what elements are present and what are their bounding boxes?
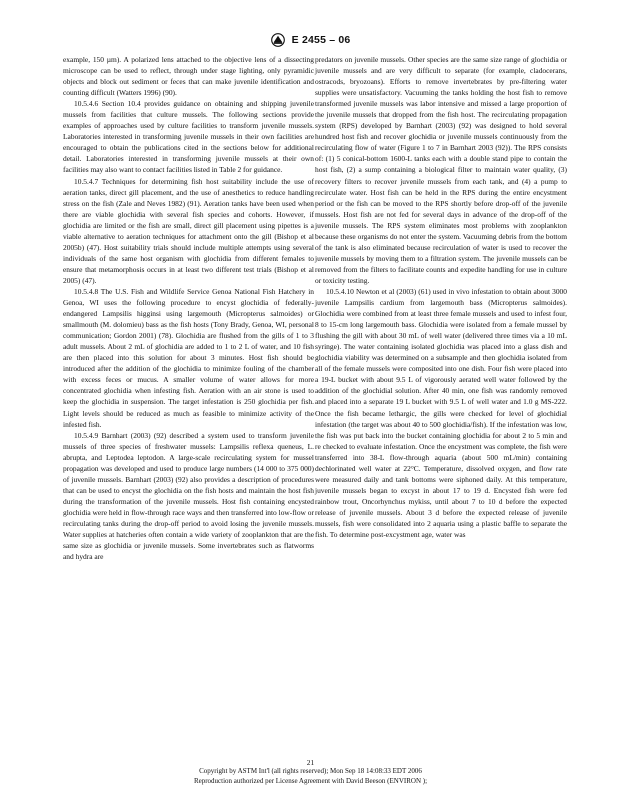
right-column (315, 54, 567, 540)
copyright-line: Copyright by ASTM Int'l (all rights reserved); Mon Sep 18 14:08:33 EDT 2006 (199, 767, 422, 775)
copyright-footer (0, 767, 621, 786)
standard-designation: E 2455 – 06 (291, 33, 351, 46)
paragraph: 10.5.4.9 Barnhart (2003) (92) described a system used to transform juvenile mussels of three species of freshwater mussels: Lampsilis reflexa queneus, L. abrupta, and Leptodea leptodon. A large-scale recirculating system for mussel propagation was developed and used to produce large numbers (14 000 to 375 000) of juvenile mussels. Barnhart (2003) (92) also provides a description of procedures that can be used to encyst the glochidia on the fish hosts and maintain the host fish during the transformation of the juvenile mussels. Host fish containing encysted glochidia were held in flow-through race ways and then transferred into low-flow or recirculating tanks during the drop-off period to avoid losing the juvenile mussels. Water supplies at hatcheries often contain a wide variety of zooplankton that are the same size as glochidia or juvenile mussels. Some invertebrates such as flatworms and hydra are (63, 430, 314, 562)
paragraph: predators on juvenile mussels. Other species are the same size range of glochidia or juvenile mussels and are very difficult to separate (for example, cladocerans, ostracods, bryozoans). Efforts to remove invertebrates by pre-filtering water supplies were unsatisfactory. Vacuuming the tanks holding the host fish to remove transformed juvenile mussels was labor intensive and missed a large proportion of the juvenile mussels that dropped from the fish host. The recirculating propagation system (RPS) developed by Barnhart (2003) (92) was designed to hold several hundred host fish and recover glochidia or juvenile mussels continuously from the recirculating flow of water (Figure 1 to 7 in Barnhart 2003 (92)). The RPS consists of: (1) 5 conical-bottom 1600-L tanks each with a double stand pipe to contain the host fish, (2) a sump containing a biological filter to maintain water quality, (3) recovery filters to recover juvenile mussels from each tank, and (4) a pump to recirculate water. Host fish can be held in the RPS during the entire encystment period or the fish can be moved to the RPS shortly before drop-off of the juvenile mussels. Host fish are not fed for several days in advance of the drop-off of the juvenile mussels. The RPS system eliminates most problems with zooplankton because these organisms do not enter the system. Vacuuming debris from the bottom of the tank is also eliminated because recirculation of water is used to recover the juvenile mussels by moving them to a filtration system. The juvenile mussels can be removed from the filters to facilitate counts and expedite handling for use in culture or toxicity testing. (315, 55, 567, 285)
paragraph: example, 150 µm). A polarized lens attached to the objective lens of a dissecting microscope can be used to reflect, through under stage lighting, only pyramidic objects and block out sediment or feces that can make juvenile identification and counting difficult (Watters 1996) (90). (63, 55, 314, 98)
paragraph: 10.5.4.10 Newton et al (2003) (61) used in vivo infestation to obtain about 3000 juvenile Lampsilis cardium from largemouth bass (Micropterus salmoides). Glochidia were combined from at least three female mussels and used to infest four, 8 to 15-cm long largemouth bass. Glochidia were isolated from a female mussel by flushing the gill with about 30 mL of well water (delivered three times via a 10 mL syringe). The water containing isolated glochidia was placed into a glass dish and glochidia viability was determined on a subsample and then glochidia isolated from all of the female mussels were composited into one dish. Four fish were placed into a 19-L bucket with about 9.5 L of vigorously aerated well water followed by the addition of the glochidial solution. After 40 min, one fish was randomly removed and placed into a separate 19 L bucket with 9.5 L of well water and 1.0 g MS-222. Once the fish became lethargic, the gills were checked for level of glochidial infestation (the target was about 40 to 500 glochidia/fish). If the infestation was low, the fish was put back into the bucket containing glochidia for about 2 to 5 min and re checked to evaluate infestation. Once the encystment was complete, the fish were transferred into 38-L flow-through aquaria (about 500 mL/min) containing dechlorinated well water at 22°C. Temperature, dissolved oxygen, and flow rate were measured daily and tank bottoms were siphoned daily. At this temperature, juvenile mussels began to excyst in about 17 to 19 d. Encysted fish were fed rainbow trout, Oncorhynchus mykiss, until about 7 to 10 d before the expected release of juvenile mussels. About 3 d before the expected release of juvenile mussels, fish were consolidated into 2 aquaria using a plastic baffle to separate the fish. To determine post-excystment age, water was (315, 286, 567, 540)
paragraph: 10.5.4.7 Techniques for determining fish host suitability include the use of aeration tanks, direct gill placement, and the use of anesthetics to reduce handling stress on the fish (Zale and Neves 1982) (91). Aeration tanks have been used when there are viable glochidia with several fish species and cohorts. However, if glochidia are limited or the fish are small, direct gill placement using pipettes is a viable alternative to aeration techniques for attachment onto the gill (Bishop et al 2005b) (47). Host suitability trials should include multiple attempts using several individuals of the same host organism with glochidia from different females to ensure that metamorphosis occurs in at least two different test trials (Bishop et al 2005) (47). (63, 176, 314, 285)
page-number: 21 (306, 758, 315, 767)
license-line: Reproduction authorized per License Agreement with David Beeson (ENVIRON ); (193, 776, 428, 785)
astm-logo-icon (271, 33, 285, 47)
paragraph: 10.5.4.6 Section 10.4 provides guidance on obtaining and shipping juvenile mussels from facilities that culture mussels. The following sections provide examples of approaches used by culture facilities to transform juvenile mussels. Laboratories interested in transforming juvenile mussels in their own facilities are encouraged to obtain the publications cited in the sections below for additional detail. Laboratories interested in transforming juvenile mussels at their own facilities may also want to contact facilities listed in Table 2 for guidance. (63, 99, 314, 175)
left-column (63, 54, 314, 562)
page-header (0, 33, 621, 47)
paragraph: 10.5.4.8 The U.S. Fish and Wildlife Service Genoa National Fish Hatchery in Genoa, WI uses the following procedure to encyst glochidia of federally-endangered Lampsilis higginsi using largemouth (Micropterus salmoides) or smallmouth (M. dolomieu) bass as the fish hosts (Tony Brady, Genoa, WI, personal communication; Gordon 2001) (78). Glochidia are flushed from the gills of 1 to 3 adult mussels. About 2 mL of glochidia are added to 1 to 2 L of water, and 10 fish are then placed into this solution for about 3 minutes. Host fish should be introduced after the addition of the glochidia to minimize fouling of the chamber with excess feces or mucus. A smaller volume of water allows for more concentrated glochidia when infesting fish. Aeration with an air stone is used to keep the glochidia in suspension. The target infestation is 250 glochidia per fish. Light levels should be reduced as much as feasible to minimize activity of the infested fish. (63, 286, 314, 429)
